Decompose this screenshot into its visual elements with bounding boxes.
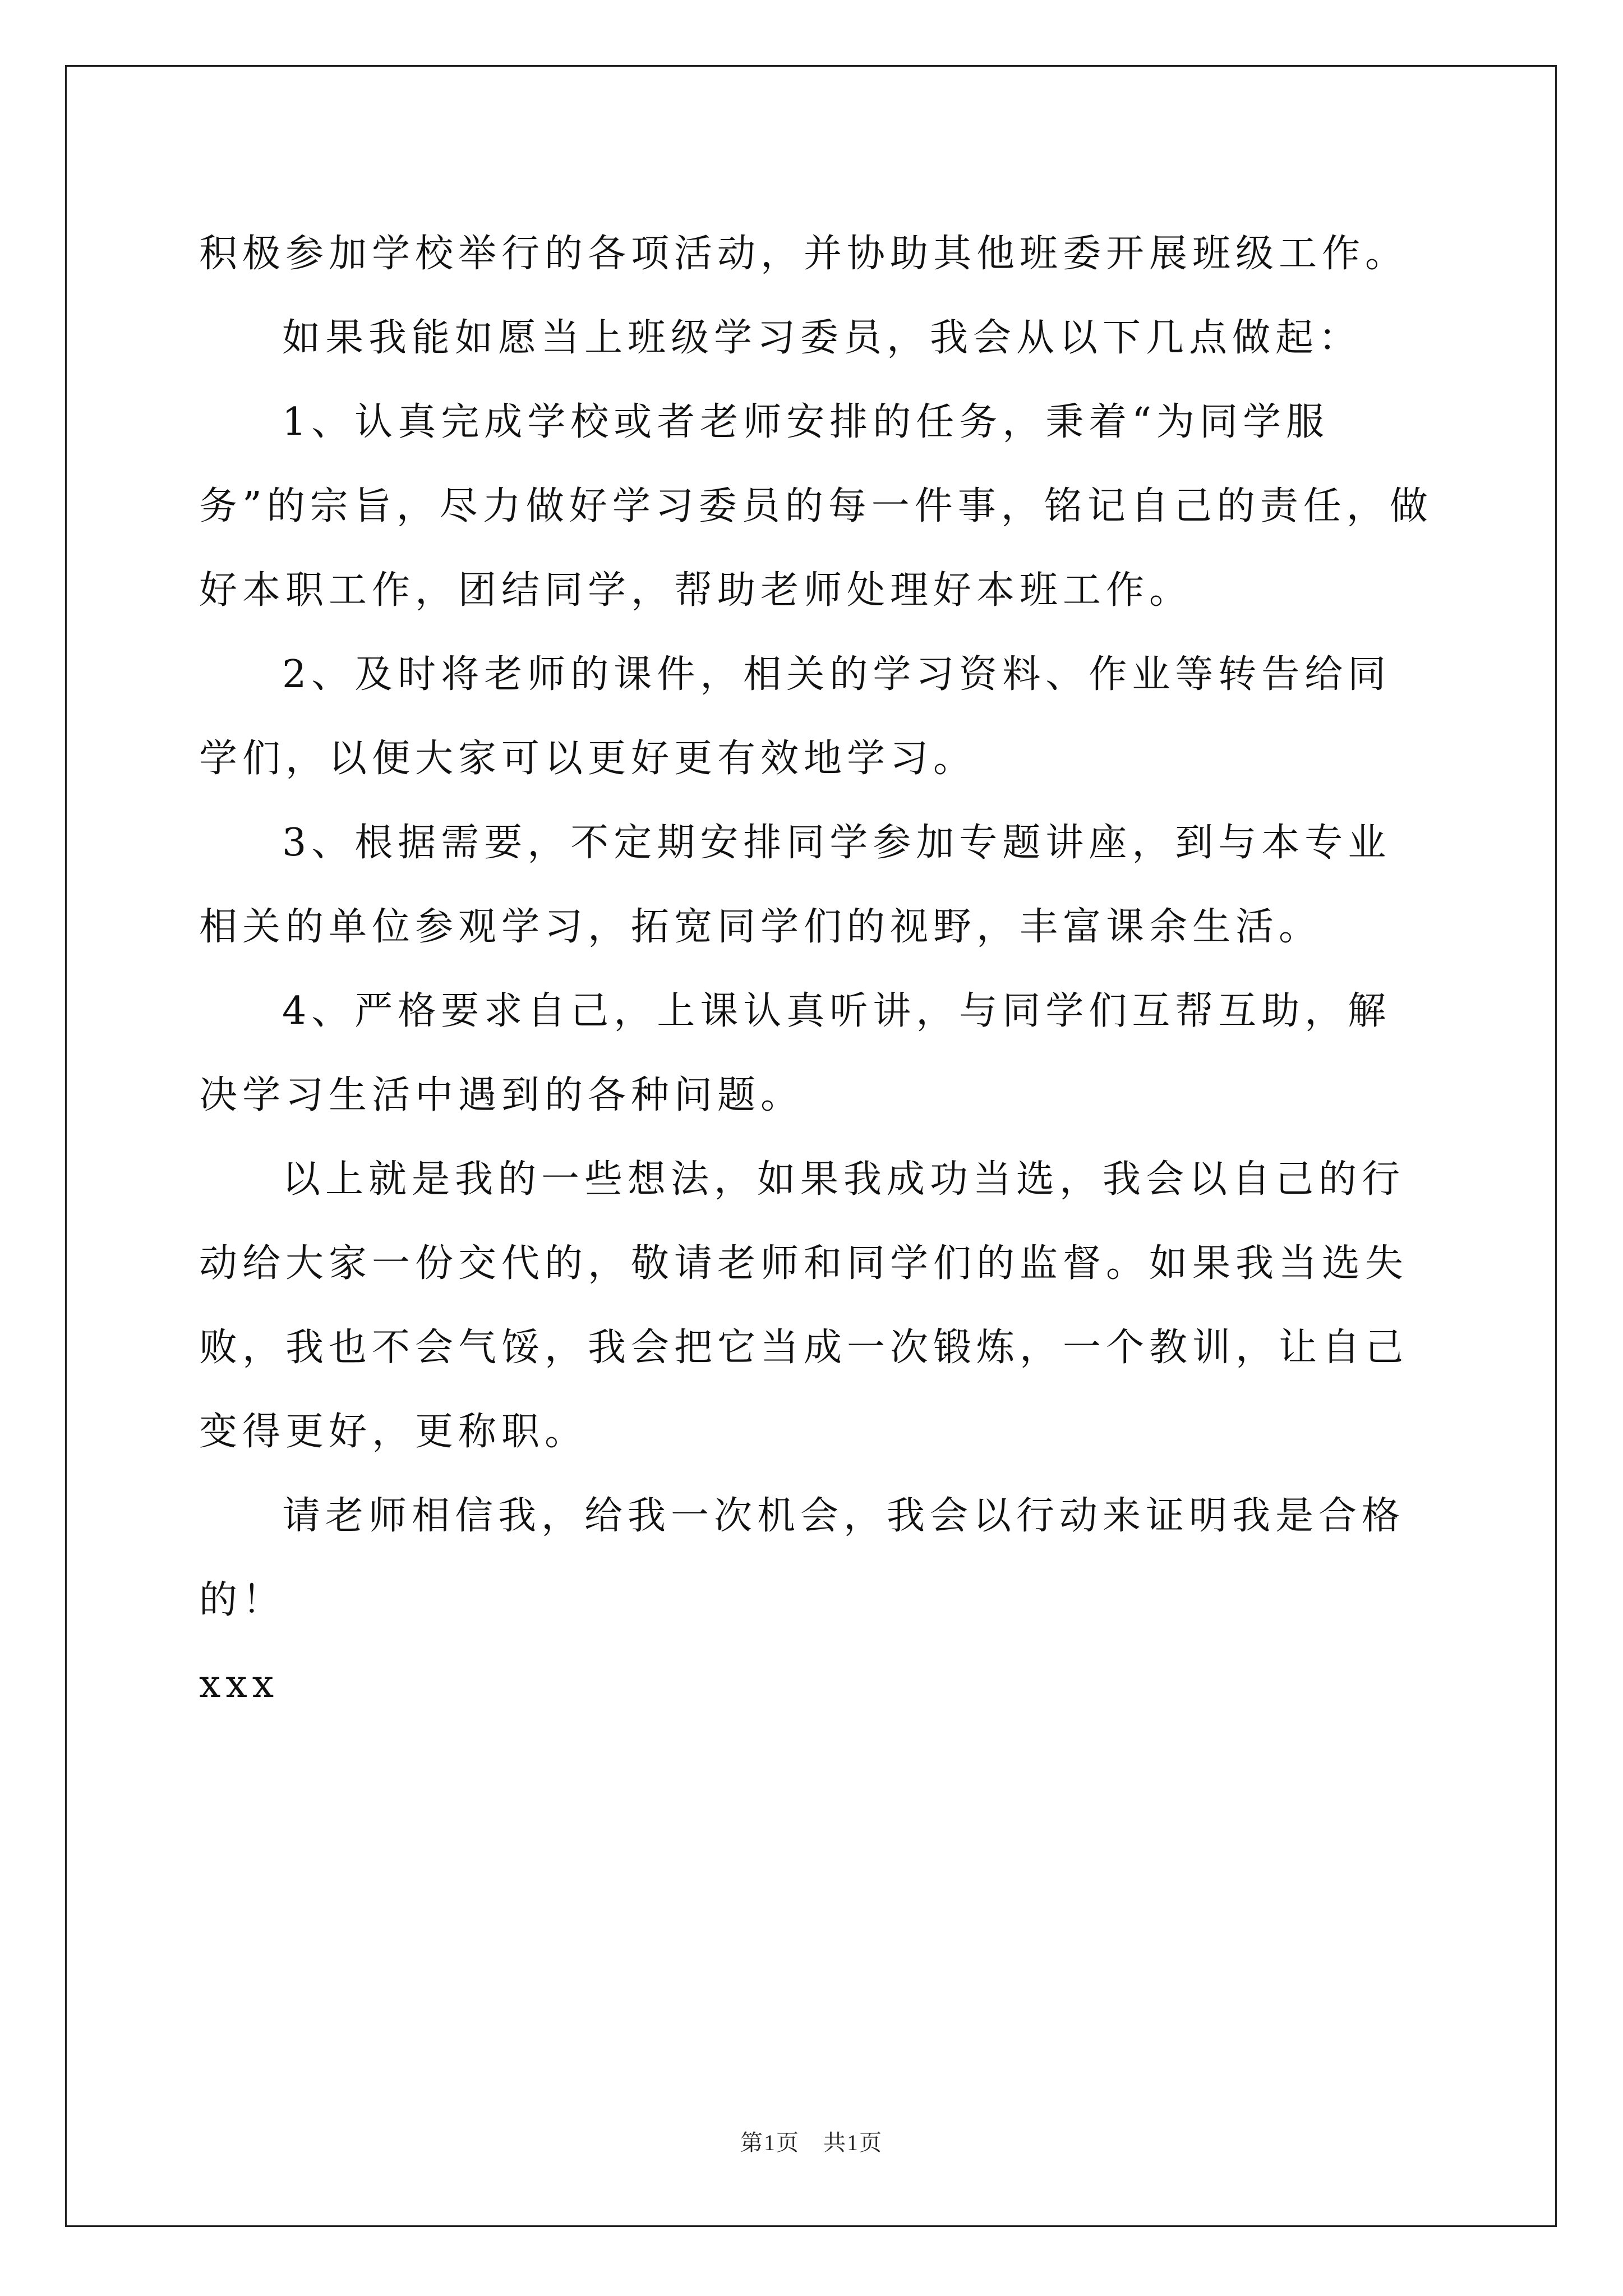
paragraph-7: 以上就是我的一些想法，如果我成功当选，我会以自己的行动给大家一份交代的，敬请老师和同学们的监督。如果我当选失败，我也不会气馁，我会把它当成一次锻炼，一个教训，让自己变得更好，更称职。 (199, 1157, 1409, 1454)
document-body (199, 212, 1433, 1727)
paragraph-5: 3、根据需要，不定期安排同学参加专题讲座，到与本专业相关的单位参观学习，拓宽同学们的视野，丰富课余生活。 (199, 821, 1391, 949)
paragraph-3: 1、认真完成学校或者老师安排的任务，秉着“为同学服务”的宗旨，尽力做好学习委员的每一件事，铭记自己的责任，做好本职工作，团结同学，帮助老师处理好本班工作。 (199, 400, 1433, 613)
paragraph-6: 4、严格要求自己，上课认真听讲，与同学们互帮互助，解决学习生活中遇到的各种问题。 (199, 989, 1391, 1117)
paragraph-4: 2、及时将老师的课件，相关的学习资料、作业等转告给同学们，以便大家可以更好更有效地学习。 (199, 652, 1391, 781)
page-number: 第1页 共1页 (740, 2130, 883, 2155)
signature: xxx (199, 1662, 279, 1706)
paragraph-2: 如果我能如愿当上班级学习委员，我会从以下几点做起： (282, 316, 1362, 360)
paragraph-8: 请老师相信我，给我一次机会，我会以行动来证明我是合格的！ (199, 1494, 1405, 1622)
paragraph-1: 积极参加学校举行的各项活动，并协助其他班委开展班级工作。 (199, 232, 1409, 276)
